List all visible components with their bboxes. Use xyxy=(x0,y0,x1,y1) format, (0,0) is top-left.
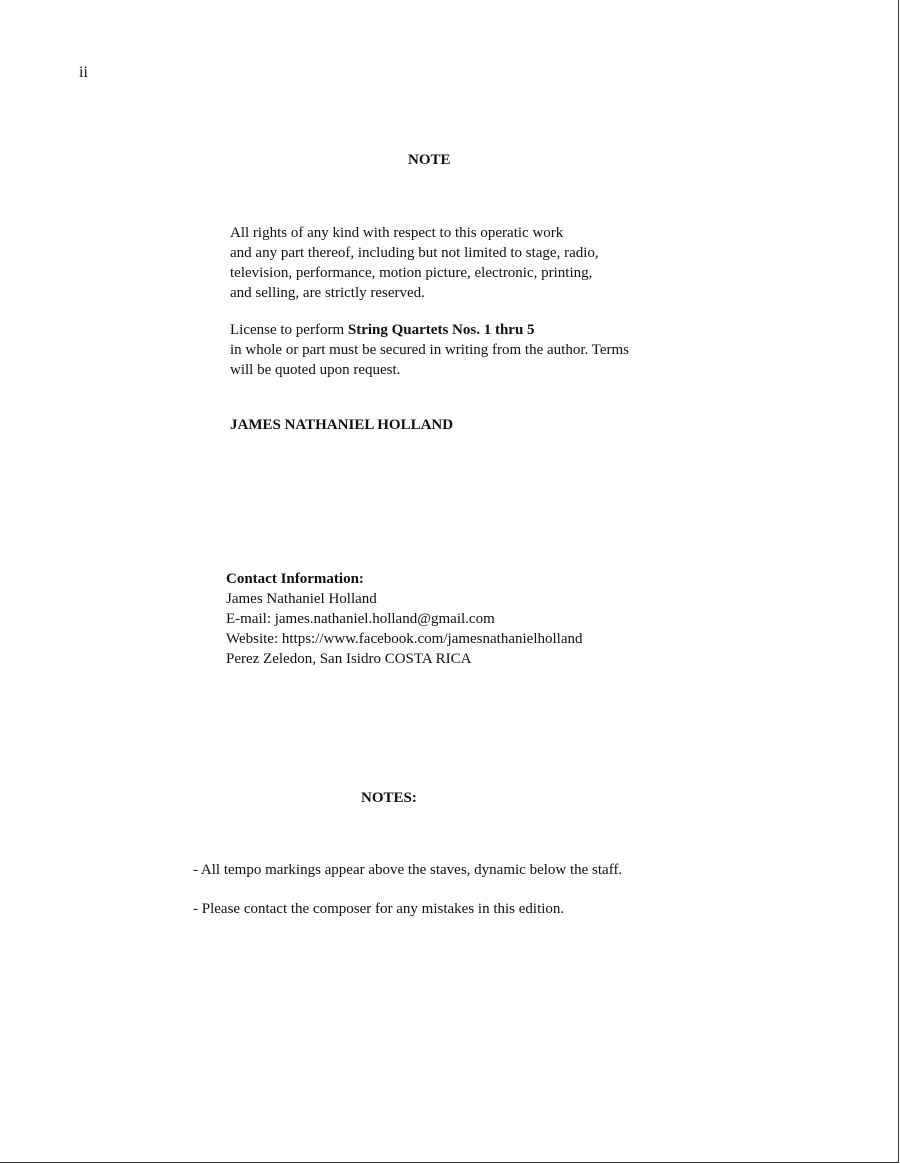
rights-paragraph xyxy=(230,223,710,303)
note-item: - All tempo markings appear above the staves, dynamic below the staff. xyxy=(193,862,623,878)
contact-name: James Nathaniel Holland xyxy=(226,591,377,607)
rights-line: and selling, are strictly reserved. xyxy=(230,285,425,301)
author-name: JAMES NATHANIEL HOLLAND xyxy=(230,417,454,433)
rights-line: All rights of any kind with respect to this operatic work xyxy=(230,225,564,241)
license-prefix: License to perform xyxy=(230,322,348,338)
contact-email: E-mail: james.nathaniel.holland@gmail.com xyxy=(226,611,495,627)
rights-line: and any part thereof, including but not limited to stage, radio, xyxy=(230,245,599,261)
note-item: - Please contact the composer for any mistakes in this edition. xyxy=(193,901,565,917)
note-heading: NOTE xyxy=(408,152,451,168)
contact-location: Perez Zeledon, San Isidro COSTA RICA xyxy=(226,651,472,667)
license-line-3: will be quoted upon request. xyxy=(230,362,401,378)
license-line-2: in whole or part must be secured in writing from the author. Terms xyxy=(230,342,630,358)
license-paragraph xyxy=(230,320,750,380)
notes-heading: NOTES: xyxy=(361,790,417,806)
page-number: ii xyxy=(79,64,88,81)
license-line-1 xyxy=(230,320,750,340)
rights-line: television, performance, motion picture, electronic, printing, xyxy=(230,265,593,281)
contact-label: Contact Information: xyxy=(226,571,364,587)
work-title: String Quartets Nos. 1 thru 5 xyxy=(347,322,535,338)
contact-website: Website: https://www.facebook.com/jamesnathanielholland xyxy=(226,631,583,647)
contact-block xyxy=(226,569,582,669)
